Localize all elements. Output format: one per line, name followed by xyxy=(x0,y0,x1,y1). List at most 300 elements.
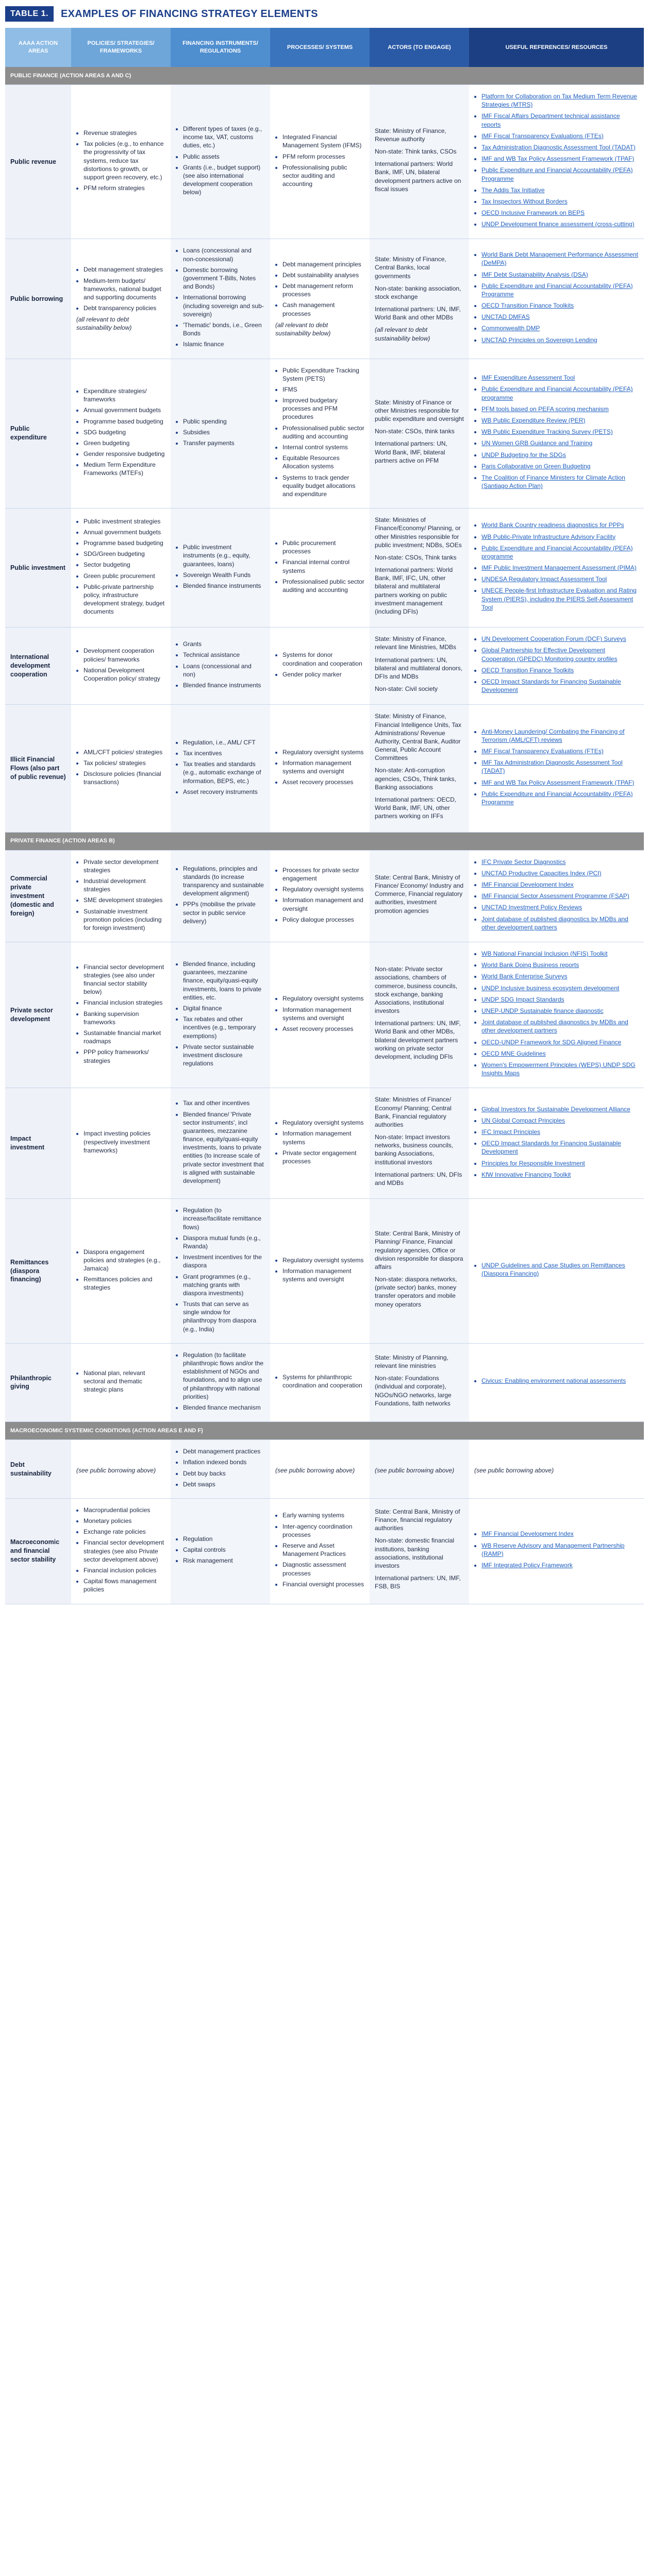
table-row xyxy=(5,1440,644,1499)
reference-link[interactable]: Commonwealth DMP xyxy=(481,325,540,332)
list-item: • Regulatory oversight systems xyxy=(282,748,364,756)
processes-cell xyxy=(270,850,370,942)
list-item: • Financial sector development strategies (see also under financial sector stability below) xyxy=(84,963,165,996)
reference-link[interactable]: WB Public Expenditure Tracking Survey (PETS) xyxy=(481,428,613,436)
financing-strategy-table xyxy=(5,28,644,1604)
list-item: • Private sector sustainable investment disclosure regulations xyxy=(183,1043,265,1068)
actors-cell xyxy=(370,1199,469,1344)
references-list xyxy=(474,374,639,490)
actor-group: State: Ministries of Finance/ Economy/ Planning; Central Bank, Financial regulatory authorities xyxy=(375,1096,452,1128)
list-item: • Debt transparency policies xyxy=(84,304,165,312)
reference-link[interactable]: Anti-Money Laundering/ Combating the Financing of Terrorism (AML/CFT) reviews xyxy=(481,727,625,743)
list-item: • Regulatory oversight systems xyxy=(282,1118,364,1127)
reference-item xyxy=(481,915,639,931)
reference-link[interactable]: The Addis Tax Initiative xyxy=(481,186,545,194)
column-header-action-areas: AAAA ACTION AREAS xyxy=(5,28,71,67)
list-item: • Tax and other incentives xyxy=(183,1099,265,1107)
reference-item xyxy=(481,903,639,911)
references-list xyxy=(474,1261,639,1278)
reference-item xyxy=(481,155,639,163)
policies-cell xyxy=(71,1343,171,1421)
reference-item xyxy=(481,112,639,128)
reference-link[interactable]: UNDP Development finance assessment (cross-cutting) xyxy=(481,221,635,228)
list-item: • Regulatory oversight systems xyxy=(282,994,364,1003)
reference-link[interactable]: IMF Tax Administration Diagnostic Assessment Tool (TADAT) xyxy=(481,759,623,775)
reference-item xyxy=(481,544,639,561)
actor-group: State: Ministry of Finance or other Ministries responsible for public expenditure and oversight xyxy=(375,398,464,423)
references-cell xyxy=(469,1199,644,1344)
actors-cell xyxy=(370,359,469,509)
reference-item xyxy=(481,336,639,344)
reference-link[interactable]: UNEP-UNDP Sustainable finance diagnostic xyxy=(481,1007,604,1014)
reference-link[interactable]: UNDP Budgeting for the SDGs xyxy=(481,451,566,459)
list-item: • Diaspora engagement policies and strategies (e.g., Jamaica) xyxy=(84,1248,165,1273)
list-item: • Annual government budgets xyxy=(84,406,165,414)
table-row xyxy=(5,1498,644,1604)
table-row xyxy=(5,359,644,509)
section-header-row xyxy=(5,1422,644,1440)
list-item: • Financial internal control systems xyxy=(282,558,364,574)
actors-cell xyxy=(370,1088,469,1199)
instruments-cell xyxy=(171,628,270,705)
reference-item xyxy=(481,313,639,321)
reference-item xyxy=(481,880,639,889)
reference-item xyxy=(481,1018,639,1035)
section-title: PRIVATE FINANCE (ACTION AREAS B) xyxy=(5,832,644,850)
list-item: • Risk management xyxy=(183,1556,265,1565)
reference-item xyxy=(481,374,639,382)
instruments-cell xyxy=(171,1088,270,1199)
list-item: • Professionalising public sector auditing and accounting xyxy=(282,163,364,189)
table-row xyxy=(5,85,644,239)
list-item: • Gender policy marker xyxy=(282,670,364,679)
reference-link[interactable]: OECD Impact Standards for Financing Sustainable Development xyxy=(481,1140,621,1156)
reference-item xyxy=(481,778,639,787)
processes-cell xyxy=(270,1088,370,1199)
actor-group: International partners: UN, IMF, FSB, BIS xyxy=(375,1574,461,1590)
list-item: • Asset recovery processes xyxy=(282,778,364,786)
action-area-label: Impact investment xyxy=(5,1088,71,1199)
actor-group: International partners: World Bank, IMF, UN, bilateral development partners active on fiscal issues xyxy=(375,160,461,193)
list-item: • Disclosure policies (financial transactions) xyxy=(84,770,165,786)
instruments-cell xyxy=(171,1343,270,1421)
list-item: • Cash management processes xyxy=(282,301,364,317)
processes-list xyxy=(275,133,364,188)
list-item: • Tax treaties and standards (e.g., automatic exchange of information, BEPS, etc.) xyxy=(183,760,265,785)
reference-link[interactable]: UNCTAD Productive Capacities Index (PCI) xyxy=(481,869,602,877)
processes-cell xyxy=(270,1199,370,1344)
reference-link[interactable]: Women's Empowerment Principles (WEPS) UNDP SDG Insights Maps xyxy=(481,1061,636,1077)
instruments-list xyxy=(176,1099,265,1185)
processes-list xyxy=(275,1511,364,1588)
list-item: • Information management and oversight xyxy=(282,896,364,912)
reference-item xyxy=(481,1007,639,1015)
reference-item xyxy=(481,270,639,279)
reference-link[interactable]: Public Expenditure and Financial Accountability (PEFA) programme xyxy=(481,544,633,560)
instruments-list xyxy=(176,960,265,1067)
reference-link[interactable]: IMF Financial Development Index xyxy=(481,881,574,889)
reference-link[interactable]: The Coalition of Finance Ministers for Climate Action (Santiago Action Plan) xyxy=(481,473,625,490)
policies-cell xyxy=(71,1498,171,1604)
table-row xyxy=(5,1088,644,1199)
actor-group: State: Central Bank, Ministry of Finance, financial regulatory authorities xyxy=(375,1507,460,1532)
action-area-label: Debt sustainability xyxy=(5,1440,71,1499)
list-item: • Equitable Resources Allocation systems xyxy=(282,454,364,470)
list-item: • Debt swaps xyxy=(183,1480,265,1488)
reference-link[interactable]: OECD MNE Guidelines xyxy=(481,1049,546,1057)
reference-item xyxy=(481,950,639,958)
instruments-cell xyxy=(171,1498,270,1604)
list-item: • Capital flows management policies xyxy=(84,1577,165,1594)
table-row xyxy=(5,942,644,1088)
action-area-label: Public investment xyxy=(5,509,71,628)
reference-link[interactable]: Public Expenditure and Financial Accountability (PEFA) Programme xyxy=(481,282,633,298)
reference-link[interactable]: IMF Integrated Policy Framework xyxy=(481,1561,573,1569)
list-item: • Financial inclusion policies xyxy=(84,1566,165,1574)
list-item: • Grant programmes (e.g., matching grants with diaspora investments) xyxy=(183,1273,265,1298)
list-item: • Annual government budgets xyxy=(84,528,165,536)
processes-cell xyxy=(270,359,370,509)
reference-item xyxy=(481,727,639,744)
reference-link[interactable]: Paris Collaborative on Green Budgeting xyxy=(481,462,591,470)
reference-link[interactable]: Public Expenditure and Financial Accountability (PEFA) Programme xyxy=(481,166,633,182)
list-item: • Development cooperation policies/ frameworks xyxy=(84,647,165,663)
actor-group: Non-state: Private sector associations, chambers of commerce, business councils, stock exchange, banking Associations, institutional investors xyxy=(375,965,458,1015)
reference-item xyxy=(481,282,639,298)
actors-cell xyxy=(370,850,469,942)
reference-link[interactable]: KfW Innovative Financing Toolkit xyxy=(481,1171,571,1178)
list-item: • Public-private partnership policy, infrastructure development strategy, budget documents xyxy=(84,583,165,616)
actor-group: International partners: OECD, World Bank, IMF, UN, other partners working on IFFs xyxy=(375,796,457,820)
list-item: • Sector budgeting xyxy=(84,561,165,569)
action-area-label: Macroeconomic and financial sector stability xyxy=(5,1498,71,1604)
reference-link[interactable]: World Bank Doing Business reports xyxy=(481,961,579,969)
list-item: • Regulation xyxy=(183,1535,265,1543)
reference-link[interactable]: UNDP SDG Impact Standards xyxy=(481,995,564,1003)
reference-link[interactable]: Public Expenditure and Financial Accountability (PEFA) Programme xyxy=(481,790,633,806)
actors-cell xyxy=(370,509,469,628)
reference-link[interactable]: Tax Administration Diagnostic Assessment Tool (TADAT) xyxy=(481,143,636,151)
list-item: • Remittances policies and strategies xyxy=(84,1275,165,1292)
reference-link[interactable]: UN Global Compact Principles xyxy=(481,1116,565,1124)
reference-item xyxy=(481,324,639,332)
reference-link[interactable]: World Bank Debt Management Performance Assessment (DeMPA) xyxy=(481,251,638,267)
cell-note: (see public borrowing above) xyxy=(275,1467,355,1475)
reference-link[interactable]: IMF Public Investment Management Assessment (PIMA) xyxy=(481,564,637,572)
reference-item xyxy=(481,758,639,775)
reference-link[interactable]: WB Public-Private Infrastructure Advisory Facility xyxy=(481,533,616,540)
actor-group: International partners: UN, IMF, World Bank and other MDBs, bilateral development partners working on private sector development, including DFIs xyxy=(375,1020,461,1061)
reference-item xyxy=(481,892,639,900)
reference-item xyxy=(481,473,639,490)
reference-link[interactable]: UNCTAD Principles on Sovereign Lending xyxy=(481,336,597,344)
reference-item xyxy=(481,747,639,755)
references-cell xyxy=(469,705,644,832)
action-area-label: Remittances (diaspora financing) xyxy=(5,1199,71,1344)
reference-link[interactable]: IMF Fiscal Transparency Evaluations (FTEs) xyxy=(481,748,604,755)
list-item: • Public spending xyxy=(183,417,265,426)
table-row xyxy=(5,850,644,942)
action-area-label: Private sector development xyxy=(5,942,71,1088)
policies-cell xyxy=(71,1199,171,1344)
list-item: • Sustainable financial market roadmaps xyxy=(84,1029,165,1045)
actors-cell xyxy=(370,628,469,705)
list-item: • PPPs (mobilise the private sector in public service delivery) xyxy=(183,900,265,925)
list-item: • Gender responsive budgeting xyxy=(84,450,165,458)
reference-item xyxy=(481,564,639,572)
table-row xyxy=(5,509,644,628)
list-item: • Technical assistance xyxy=(183,651,265,659)
list-item: • IFMS xyxy=(282,385,364,394)
action-area-label: Public revenue xyxy=(5,85,71,239)
reference-item xyxy=(481,984,639,992)
policies-list xyxy=(76,963,165,1065)
reference-item xyxy=(481,220,639,228)
references-cell xyxy=(469,1088,644,1199)
list-item: • AML/CFT policies/ strategies xyxy=(84,748,165,756)
references-list xyxy=(474,858,639,931)
instruments-cell xyxy=(171,942,270,1088)
list-item: • Trusts that can serve as single window for philanthropy from diaspora (e.g., India) xyxy=(183,1300,265,1333)
actor-group: International partners: World Bank, IMF, IFC, UN, other bilateral and multilateral partners working on public investment management (including DFIs) xyxy=(375,566,453,615)
reference-link[interactable]: WB National Financial Inclusion (NFIS) Toolkit xyxy=(481,950,608,958)
reference-link[interactable]: IMF and WB Tax Policy Assessment Framework (TPAF) xyxy=(481,778,635,786)
list-item: • Inflation indexed bonds xyxy=(183,1458,265,1466)
list-item: • PPP policy frameworks/ strategies xyxy=(84,1048,165,1064)
reference-link[interactable]: IMF Fiscal Transparency Evaluations (FTEs) xyxy=(481,132,604,140)
instruments-list xyxy=(176,738,265,796)
reference-link[interactable]: Platform for Collaboration on Tax Medium Term Revenue Strategies (MTRS) xyxy=(481,93,637,109)
list-item: • Medium Term Expenditure Frameworks (MTEFs) xyxy=(84,461,165,477)
reference-link[interactable]: UNDP Guidelines and Case Studies on Remittances (Diaspora Financing) xyxy=(481,1261,625,1277)
policies-cell xyxy=(71,1440,171,1499)
reference-link[interactable]: Joint database of published diagnostics by MDBs and other development partners xyxy=(481,1019,628,1035)
instruments-list xyxy=(176,125,265,197)
list-item: • Tax incentives xyxy=(183,749,265,757)
reference-item xyxy=(481,1541,639,1558)
instruments-cell xyxy=(171,1440,270,1499)
list-item: • Green budgeting xyxy=(84,439,165,447)
policies-cell xyxy=(71,705,171,832)
instruments-list xyxy=(176,246,265,348)
references-list xyxy=(474,92,639,228)
list-item: • Blended finance mechanism xyxy=(183,1403,265,1412)
reference-item xyxy=(481,405,639,413)
references-cell xyxy=(469,628,644,705)
list-item: • Professionalised public sector auditing and accounting xyxy=(282,578,364,594)
actor-group: International partners: UN, DFIs and MDBs xyxy=(375,1171,462,1187)
list-item: • Blended finance, including guarantees, mezzanine finance, equity/quasi-equity investments, loans to private entities, etc. xyxy=(183,960,265,1002)
references-cell xyxy=(469,850,644,942)
list-item: • Industrial development strategies xyxy=(84,877,165,893)
reference-link[interactable]: Principles for Responsible Investment xyxy=(481,1159,585,1167)
processes-list xyxy=(275,866,364,924)
reference-link[interactable]: Tax Inspectors Without Borders xyxy=(481,197,568,205)
reference-item xyxy=(481,666,639,674)
reference-link[interactable]: Joint database of published diagnostics by MDBs and other development partners xyxy=(481,915,628,931)
list-item: • Public Expenditure Tracking System (PETS) xyxy=(282,366,364,383)
list-item: • Revenue strategies xyxy=(84,129,165,137)
processes-cell xyxy=(270,628,370,705)
reference-link[interactable]: PFM tools based on PEFA scoring mechanism xyxy=(481,405,609,413)
instruments-list xyxy=(176,1535,265,1565)
list-item: • Blended finance instruments xyxy=(183,681,265,689)
actor-group: Non-state: CSOs, Think tanks xyxy=(375,553,457,561)
processes-list xyxy=(275,1256,364,1284)
instruments-list xyxy=(176,1447,265,1488)
list-item: • Debt management principles xyxy=(282,260,364,268)
policies-list xyxy=(76,1248,165,1292)
reference-link[interactable]: IMF Financial Sector Assessment Programme (FSAP) xyxy=(481,892,629,900)
reference-link[interactable]: UNDESA Regulatory Impact Assessment Tool xyxy=(481,575,607,583)
reference-link[interactable]: WB Reserve Advisory and Management Partnership (RAMP) xyxy=(481,1541,625,1557)
actor-group: State: Ministry of Planning, relevant line ministries xyxy=(375,1353,448,1370)
reference-link[interactable]: Global Investors for Sustainable Development Alliance xyxy=(481,1105,630,1113)
list-item: • Improved budgetary processes and PFM procedures xyxy=(282,396,364,421)
reference-link[interactable]: IMF Expenditure Assessment Tool xyxy=(481,374,575,382)
actor-group: State: Central Bank, Ministry of Planning/ Finance, Financial regulatory agencies, Office or division responsible for diaspora affairs xyxy=(375,1230,463,1270)
processes-list xyxy=(275,748,364,787)
table-row xyxy=(5,1199,644,1344)
actor-group: State: Ministries of Finance/Economy/ Planning, or other Ministries responsible for public investment; NDBs, SOEs xyxy=(375,516,462,549)
policies-cell xyxy=(71,509,171,628)
instruments-list xyxy=(176,1206,265,1333)
instruments-list xyxy=(176,1351,265,1412)
list-item: • SDG/Green budgeting xyxy=(84,550,165,558)
processes-cell xyxy=(270,705,370,832)
column-header-references: USEFUL REFERENCES/ RESOURCES xyxy=(469,28,644,67)
list-item: • Regulations, principles and standards (to increase transparency and sustainable development alignment) xyxy=(183,865,265,898)
reference-item xyxy=(481,462,639,470)
list-item: • Diaspora mutual funds (e.g., Rwanda) xyxy=(183,1234,265,1250)
references-list xyxy=(474,1530,639,1569)
reference-item xyxy=(481,166,639,182)
reference-link[interactable]: World Bank Country readiness diagnostics for PPPs xyxy=(481,521,624,529)
reference-link[interactable]: Public Expenditure and Financial Accountability (PEFA) programme xyxy=(481,385,633,401)
actor-group: State: Ministry of Finance, Central Banks, local governments xyxy=(375,256,446,280)
references-cell xyxy=(469,85,644,239)
list-item: • Medium-term budgets/ frameworks, national budget and supporting documents xyxy=(84,277,165,302)
list-item: • Digital finance xyxy=(183,1004,265,1012)
list-item: • Reserve and Asset Management Practices xyxy=(282,1541,364,1558)
policies-list xyxy=(76,517,165,616)
reference-link[interactable]: WB Public Expenditure Review (PER) xyxy=(481,417,586,425)
actor-group: Non-state: Civil society xyxy=(375,685,438,693)
list-item: • National plan, relevant sectoral and thematic strategic plans xyxy=(84,1369,165,1394)
reference-link[interactable]: IMF Fiscal Affairs Department technical assistance reports xyxy=(481,112,620,128)
actors-cell xyxy=(370,705,469,832)
reference-item xyxy=(481,143,639,151)
reference-item xyxy=(481,92,639,109)
list-item: • Green public procurement xyxy=(84,572,165,580)
list-item: • Private sector engagement processes xyxy=(282,1149,364,1165)
reference-link[interactable]: Global Partnership for Effective Development Cooperation (GPEDC) Monitoring country profiles xyxy=(481,647,618,663)
reference-link[interactable]: World Bank Enterprise Surveys xyxy=(481,973,568,980)
reference-link[interactable]: IMF Debt Sustainability Analysis (DSA) xyxy=(481,270,588,278)
processes-cell xyxy=(270,85,370,239)
processes-cell xyxy=(270,942,370,1088)
list-item: • Asset recovery processes xyxy=(282,1025,364,1033)
table-row xyxy=(5,705,644,832)
actor-group: Non-state: Foundations (individual and corporate), NGOs/NGO networks, large Foundations, faith networks xyxy=(375,1375,452,1407)
actor-group: Non-state: banking association, stock exchange xyxy=(375,284,461,300)
reference-link[interactable]: UN Development Cooperation Forum (DCF) Surveys xyxy=(481,635,626,643)
list-item: • Blended finance/ 'Private sector instruments', incl guarantees, mezzanine finance, equity/quasi-equity investments, loans to private entities (to increase scale of private sector investment that is aligned with sustainable development) xyxy=(183,1110,265,1185)
list-item: • International borrowing (including sovereign and sub-sovereign) xyxy=(183,293,265,318)
reference-link[interactable]: Civicus: Enabling environment national assessments xyxy=(481,1377,626,1385)
page-title: EXAMPLES OF FINANCING STRATEGY ELEMENTS xyxy=(60,8,318,20)
reference-item xyxy=(481,521,639,529)
instruments-cell xyxy=(171,850,270,942)
reference-link[interactable]: OECD Transition Finance Toolkits xyxy=(481,666,574,674)
reference-link[interactable]: UNECE People-first Infrastructure Evaluation and Rating System (PIERS), including the PIERS Self-Assessment Tool xyxy=(481,587,637,611)
list-item: • PFM reform strategies xyxy=(84,184,165,192)
list-item: • Tax policies/ strategies xyxy=(84,759,165,767)
list-item: • Sustainable investment promotion policies (including for foreign investment) xyxy=(84,907,165,933)
action-area-label: International development cooperation xyxy=(5,628,71,705)
list-item: • Debt management practices xyxy=(183,1447,265,1455)
reference-item xyxy=(481,1139,639,1156)
reference-link[interactable]: IMF and WB Tax Policy Assessment Framework (TPAF) xyxy=(481,155,635,163)
reference-link[interactable]: OECD Impact Standards for Financing Sustainable Development xyxy=(481,677,621,694)
cell-note: (all relevant to debt sustainability below) xyxy=(275,321,331,337)
actors-cell xyxy=(370,1343,469,1421)
reference-link[interactable]: UNCTAD Investment Policy Reviews xyxy=(481,904,583,911)
references-cell xyxy=(469,1440,644,1499)
policies-list xyxy=(76,647,165,683)
reference-item xyxy=(481,1116,639,1125)
reference-link[interactable]: UNCTAD DMFAS xyxy=(481,313,530,321)
reference-link[interactable]: IFC Private Sector Diagnostics xyxy=(481,858,566,866)
reference-link[interactable]: OECD-UNDP Framework for SDG Aligned Finance xyxy=(481,1038,622,1046)
reference-item xyxy=(481,858,639,866)
list-item: • Internal control systems xyxy=(282,443,364,451)
policies-list xyxy=(76,387,165,478)
instruments-list xyxy=(176,543,265,590)
reference-link[interactable]: UNDP Inclusive business ecosystem development xyxy=(481,984,620,992)
processes-list xyxy=(275,651,364,679)
list-item: • Debt buy backs xyxy=(183,1469,265,1478)
reference-link[interactable]: IMF Financial Development Index xyxy=(481,1530,574,1538)
reference-item xyxy=(481,1128,639,1136)
reference-link[interactable]: OECD Transition Finance Toolkits xyxy=(481,302,574,310)
list-item: • SME development strategies xyxy=(84,896,165,904)
processes-cell xyxy=(270,1440,370,1499)
list-item: • Information management systems and oversight xyxy=(282,1267,364,1283)
action-area-label: Commercial private investment (domestic and foreign) xyxy=(5,850,71,942)
reference-link[interactable]: OECD Inclusive Framework on BEPS xyxy=(481,209,585,217)
table-row xyxy=(5,628,644,705)
instruments-list xyxy=(176,640,265,689)
list-item: • Private sector development strategies xyxy=(84,858,165,874)
actor-group: State: Ministry of Finance, Financial Intelligence Units, Tax Administrations/ Revenue Authority, Central Bank, Auditor General, Public Account Committees xyxy=(375,713,461,762)
list-item: • Blended finance instruments xyxy=(183,582,265,590)
reference-item xyxy=(481,250,639,267)
list-item: • Information management systems and oversight xyxy=(282,1006,364,1022)
reference-item xyxy=(481,790,639,806)
reference-link[interactable]: IFC Impact Principles xyxy=(481,1128,541,1136)
reference-link[interactable]: UN Women GRB Guidance and Training xyxy=(481,439,593,447)
list-item: • Different types of taxes (e.g., income tax, VAT, customs duties, etc.) xyxy=(183,125,265,150)
processes-list xyxy=(275,260,364,318)
cell-note: (all relevant to debt sustainability below) xyxy=(76,316,132,332)
action-area-label: Illicit Financial Flows (also part of public revenue) xyxy=(5,705,71,832)
action-area-label: Public expenditure xyxy=(5,359,71,509)
list-item: • Policy dialogue processes xyxy=(282,916,364,924)
processes-list xyxy=(275,539,364,594)
column-header-instruments: FINANCING INSTRUMENTS/ REGULATIONS xyxy=(171,28,270,67)
list-item: • Subsidies xyxy=(183,428,265,436)
